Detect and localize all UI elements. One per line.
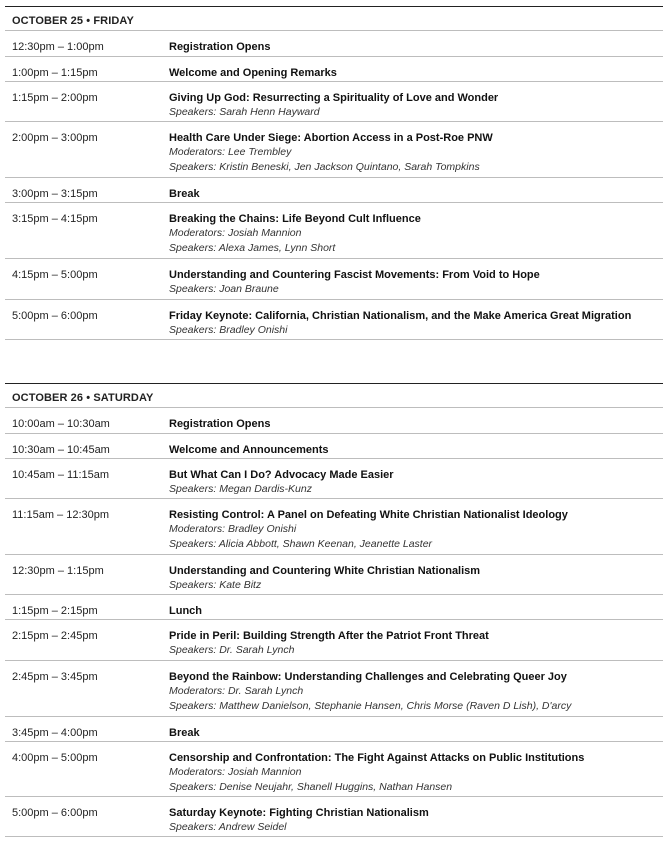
session-time: 4:00pm – 5:00pm [12,752,98,764]
session-time: 3:15pm – 4:15pm [12,213,98,225]
session-speakers: Speakers: Alicia Abbott, Shawn Keenan, Jeanette Laster [169,538,433,550]
schedule-row [5,555,663,595]
session-speakers: Speakers: Kate Bitz [169,579,262,591]
session-time: 3:45pm – 4:00pm [12,727,98,739]
session-time: 3:00pm – 3:15pm [12,188,98,200]
session-time: 1:15pm – 2:15pm [12,605,98,617]
schedule-row [5,82,663,122]
day-section-friday [5,6,663,336]
day-header [5,383,663,408]
session-time: 1:15pm – 2:00pm [12,92,98,104]
schedule-row [5,203,663,259]
session-speakers: Speakers: Andrew Seidel [169,821,287,833]
schedule-row [5,259,663,300]
session-moderators: Moderators: Bradley Onishi [169,523,297,535]
schedule-row [5,661,663,717]
session-time: 12:30pm – 1:00pm [12,41,104,53]
schedule-row [5,300,663,340]
session-time: 4:15pm – 5:00pm [12,269,98,281]
session-speakers: Speakers: Bradley Onishi [169,324,288,336]
session-speakers: Speakers: Megan Dardis-Kunz [169,483,312,495]
schedule-row [5,620,663,661]
schedule-row [5,408,663,434]
session-title: Censorship and Confrontation: The Fight Against Attacks on Public Institutions [169,752,585,764]
session-speakers: Speakers: Kristin Beneski, Jen Jackson Quintano, Sarah Tompkins [169,161,480,173]
schedule-row [5,742,663,797]
schedule-row [5,178,663,203]
session-time: 10:00am – 10:30am [12,418,110,430]
schedule-row [5,57,663,82]
session-moderators: Moderators: Lee Trembley [169,146,292,158]
session-time: 2:00pm – 3:00pm [12,132,98,144]
day-header-label: OCTOBER 25 • FRIDAY [12,15,134,27]
session-title: Pride in Peril: Building Strength After the Patriot Front Threat [169,630,489,642]
session-time: 12:30pm – 1:15pm [12,565,104,577]
schedule-row [5,717,663,742]
session-speakers: Speakers: Denise Neujahr, Shanell Huggins, Nathan Hansen [169,781,453,793]
session-time: 2:15pm – 2:45pm [12,630,98,642]
schedule-row [5,595,663,620]
session-moderators: Moderators: Josiah Mannion [169,766,302,778]
session-title: Registration Opens [169,41,271,53]
schedule-row [5,122,663,178]
session-speakers: Speakers: Joan Braune [169,283,279,295]
session-title: Break [169,188,200,200]
schedule-row [5,434,663,459]
session-time: 5:00pm – 6:00pm [12,310,98,322]
day-header-label: OCTOBER 26 • SATURDAY [12,392,154,404]
session-time: 10:30am – 10:45am [12,444,110,456]
session-speakers: Speakers: Matthew Danielson, Stephanie Hansen, Chris Morse (Raven D Lish), D'arcy [169,700,572,712]
session-title: Friday Keynote: California, Christian Nationalism, and the Make America Great Migration [169,310,632,322]
schedule-row [5,459,663,499]
session-moderators: Moderators: Dr. Sarah Lynch [169,685,304,697]
session-title: But What Can I Do? Advocacy Made Easier [169,469,394,481]
session-title: Welcome and Opening Remarks [169,67,337,79]
session-title: Health Care Under Siege: Abortion Access in a Post-Roe PNW [169,132,493,144]
session-time: 5:00pm – 6:00pm [12,807,98,819]
session-speakers: Speakers: Dr. Sarah Lynch [169,644,295,656]
session-title: Welcome and Announcements [169,444,329,456]
session-time: 11:15am – 12:30pm [12,509,110,521]
day-header [5,6,663,31]
session-title: Lunch [169,605,202,617]
session-speakers: Speakers: Alexa James, Lynn Short [169,242,336,254]
session-time: 1:00pm – 1:15pm [12,67,98,79]
session-title: Beyond the Rainbow: Understanding Challenges and Celebrating Queer Joy [169,671,567,683]
schedule-row [5,797,663,837]
session-time: 10:45am – 11:15am [12,469,110,481]
session-title: Registration Opens [169,418,271,430]
session-title: Breaking the Chains: Life Beyond Cult Influence [169,213,421,225]
session-moderators: Moderators: Josiah Mannion [169,227,302,239]
session-title: Resisting Control: A Panel on Defeating White Christian Nationalist Ideology [169,509,568,521]
session-time: 2:45pm – 3:45pm [12,671,98,683]
session-title: Understanding and Countering Fascist Movements: From Void to Hope [169,269,540,281]
schedule-row [5,499,663,555]
day-section-saturday [5,383,663,833]
session-title: Break [169,727,200,739]
session-speakers: Speakers: Sarah Henn Hayward [169,106,320,118]
schedule-row [5,31,663,57]
session-title: Saturday Keynote: Fighting Christian Nationalism [169,807,429,819]
session-title: Understanding and Countering White Christian Nationalism [169,565,481,577]
session-title: Giving Up God: Resurrecting a Spirituality of Love and Wonder [169,92,499,104]
